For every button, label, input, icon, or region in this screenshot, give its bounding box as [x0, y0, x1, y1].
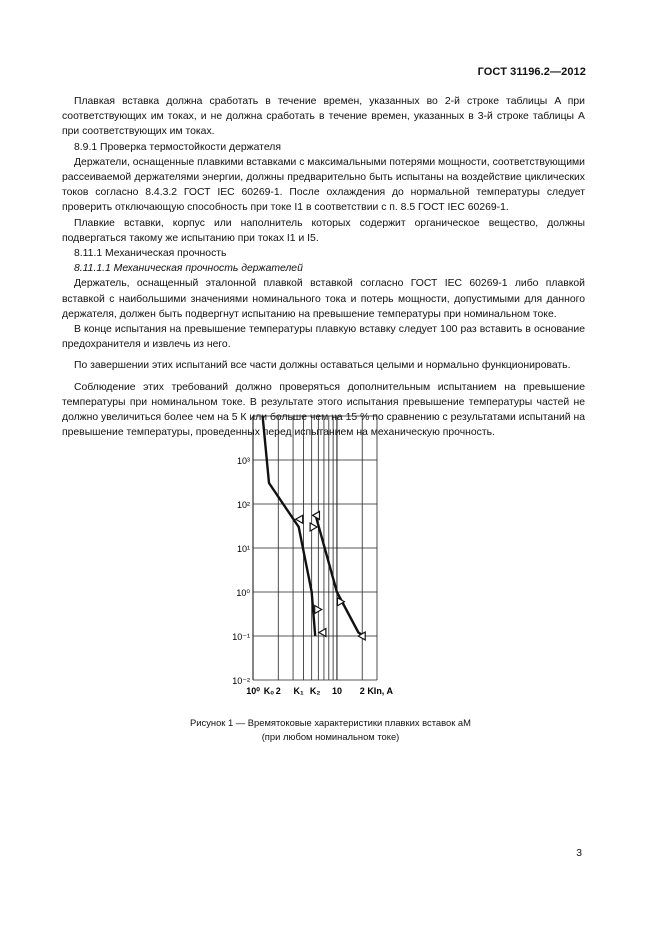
caption-note: (при любом номинальном токе): [261, 731, 400, 742]
x-tick-labels: [246, 686, 393, 696]
body-text: [62, 94, 585, 440]
page-number: 3: [576, 848, 582, 859]
y-tick-labels: [232, 456, 250, 686]
y-tick-label: 10¹: [236, 544, 250, 554]
x-tick-label: 2: [275, 686, 281, 696]
paragraph: По завершении этих испытаний все части должны оставаться целыми и нормально функционировать.: [74, 360, 571, 372]
curve-line: [263, 416, 316, 636]
x-tick-label: 10⁰: [246, 686, 260, 696]
caption-title: Рисунок 1 — Времятоковые характеристики плавких вставок aM: [190, 717, 471, 728]
x-tick-label: K₁: [293, 686, 304, 696]
time-current-chart: [225, 408, 425, 708]
x-tick-label: KIn, A: [367, 686, 393, 696]
y-tick-label: 10²: [236, 500, 250, 510]
y-tick-label: 10⁻²: [232, 676, 250, 686]
paragraph: В конце испытания на превышение температуры плавкую вставку следует 100 раз вставить в основание предохранителя и извлечь из него.: [62, 324, 585, 351]
paragraph: Плавкая вставка должна сработать в течение времен, указанных во 2-й строке таблицы A при соответствующих им токах, и не должна сработать в течение времен, указанных в 3-й строке таблицы A при соответствующих им токах.: [62, 96, 585, 138]
paragraph: Держатели, оснащенные плавкими вставками с максимальными потерями мощности, соответствующими рассеиваемой держателями энергии, должны предварительно быть испытаны на воздействие циклических токов согласно 8.4.3.2 ГОСТ IEC 60269-1. После охлаждения до нормальной температуры следует проверить отключающую способность при токе I1 в соответствии с п. 8.5 ГОСТ IEC 60269-1.: [62, 156, 585, 214]
paragraph: Держатель, оснащенный эталонной плавкой вставкой согласно ГОСТ IEC 60269-1 либо плавкой вставкой с наибольшими значениями номинального тока и потерь мощности, допустимыми для данного держателя, должен быть подвергнут испытанию на превышение температуры при номинальном токе.: [62, 278, 585, 320]
x-tick-label: 2: [359, 686, 365, 696]
figure-caption: [0, 716, 661, 744]
section-heading: 8.11.1 Механическая прочность: [74, 248, 227, 260]
y-tick-label: 10³: [236, 456, 250, 466]
subsection-heading: 8.11.1.1 Механическая прочность держателей: [74, 263, 303, 275]
paragraph: Плавкие вставки, корпус или наполнитель которых содержит органическое вещество, должны подвергаться такому же испытанию при токах I1 и I5.: [62, 217, 585, 244]
x-tick-label: K₀: [263, 686, 275, 696]
document-header: ГОСТ 31196.2—2012: [477, 66, 586, 78]
paragraph: Соблюдение этих требований должно проверяться дополнительным испытанием на превышение температуры при номинальном токе. В результате этого испытания превышение температуры частей не должно увеличиться более чем на 5 К или больше чем на 15 % по сравнению с результатами испытаний на превышение температуры, проведенных перед испытанием на механическую прочность.: [62, 381, 585, 439]
y-tick-label: 10⁻¹: [232, 632, 250, 642]
x-tick-label: 10: [331, 686, 342, 696]
y-tick-label: 10⁰: [236, 588, 250, 598]
chart-markers: [296, 511, 366, 640]
curve-line: [315, 514, 364, 636]
section-heading: 8.9.1 Проверка термостойкости держателя: [74, 141, 281, 153]
data-marker: [310, 523, 317, 531]
data-marker: [319, 629, 326, 637]
chart-grid: [253, 416, 377, 680]
x-tick-label: K₂: [309, 686, 321, 696]
